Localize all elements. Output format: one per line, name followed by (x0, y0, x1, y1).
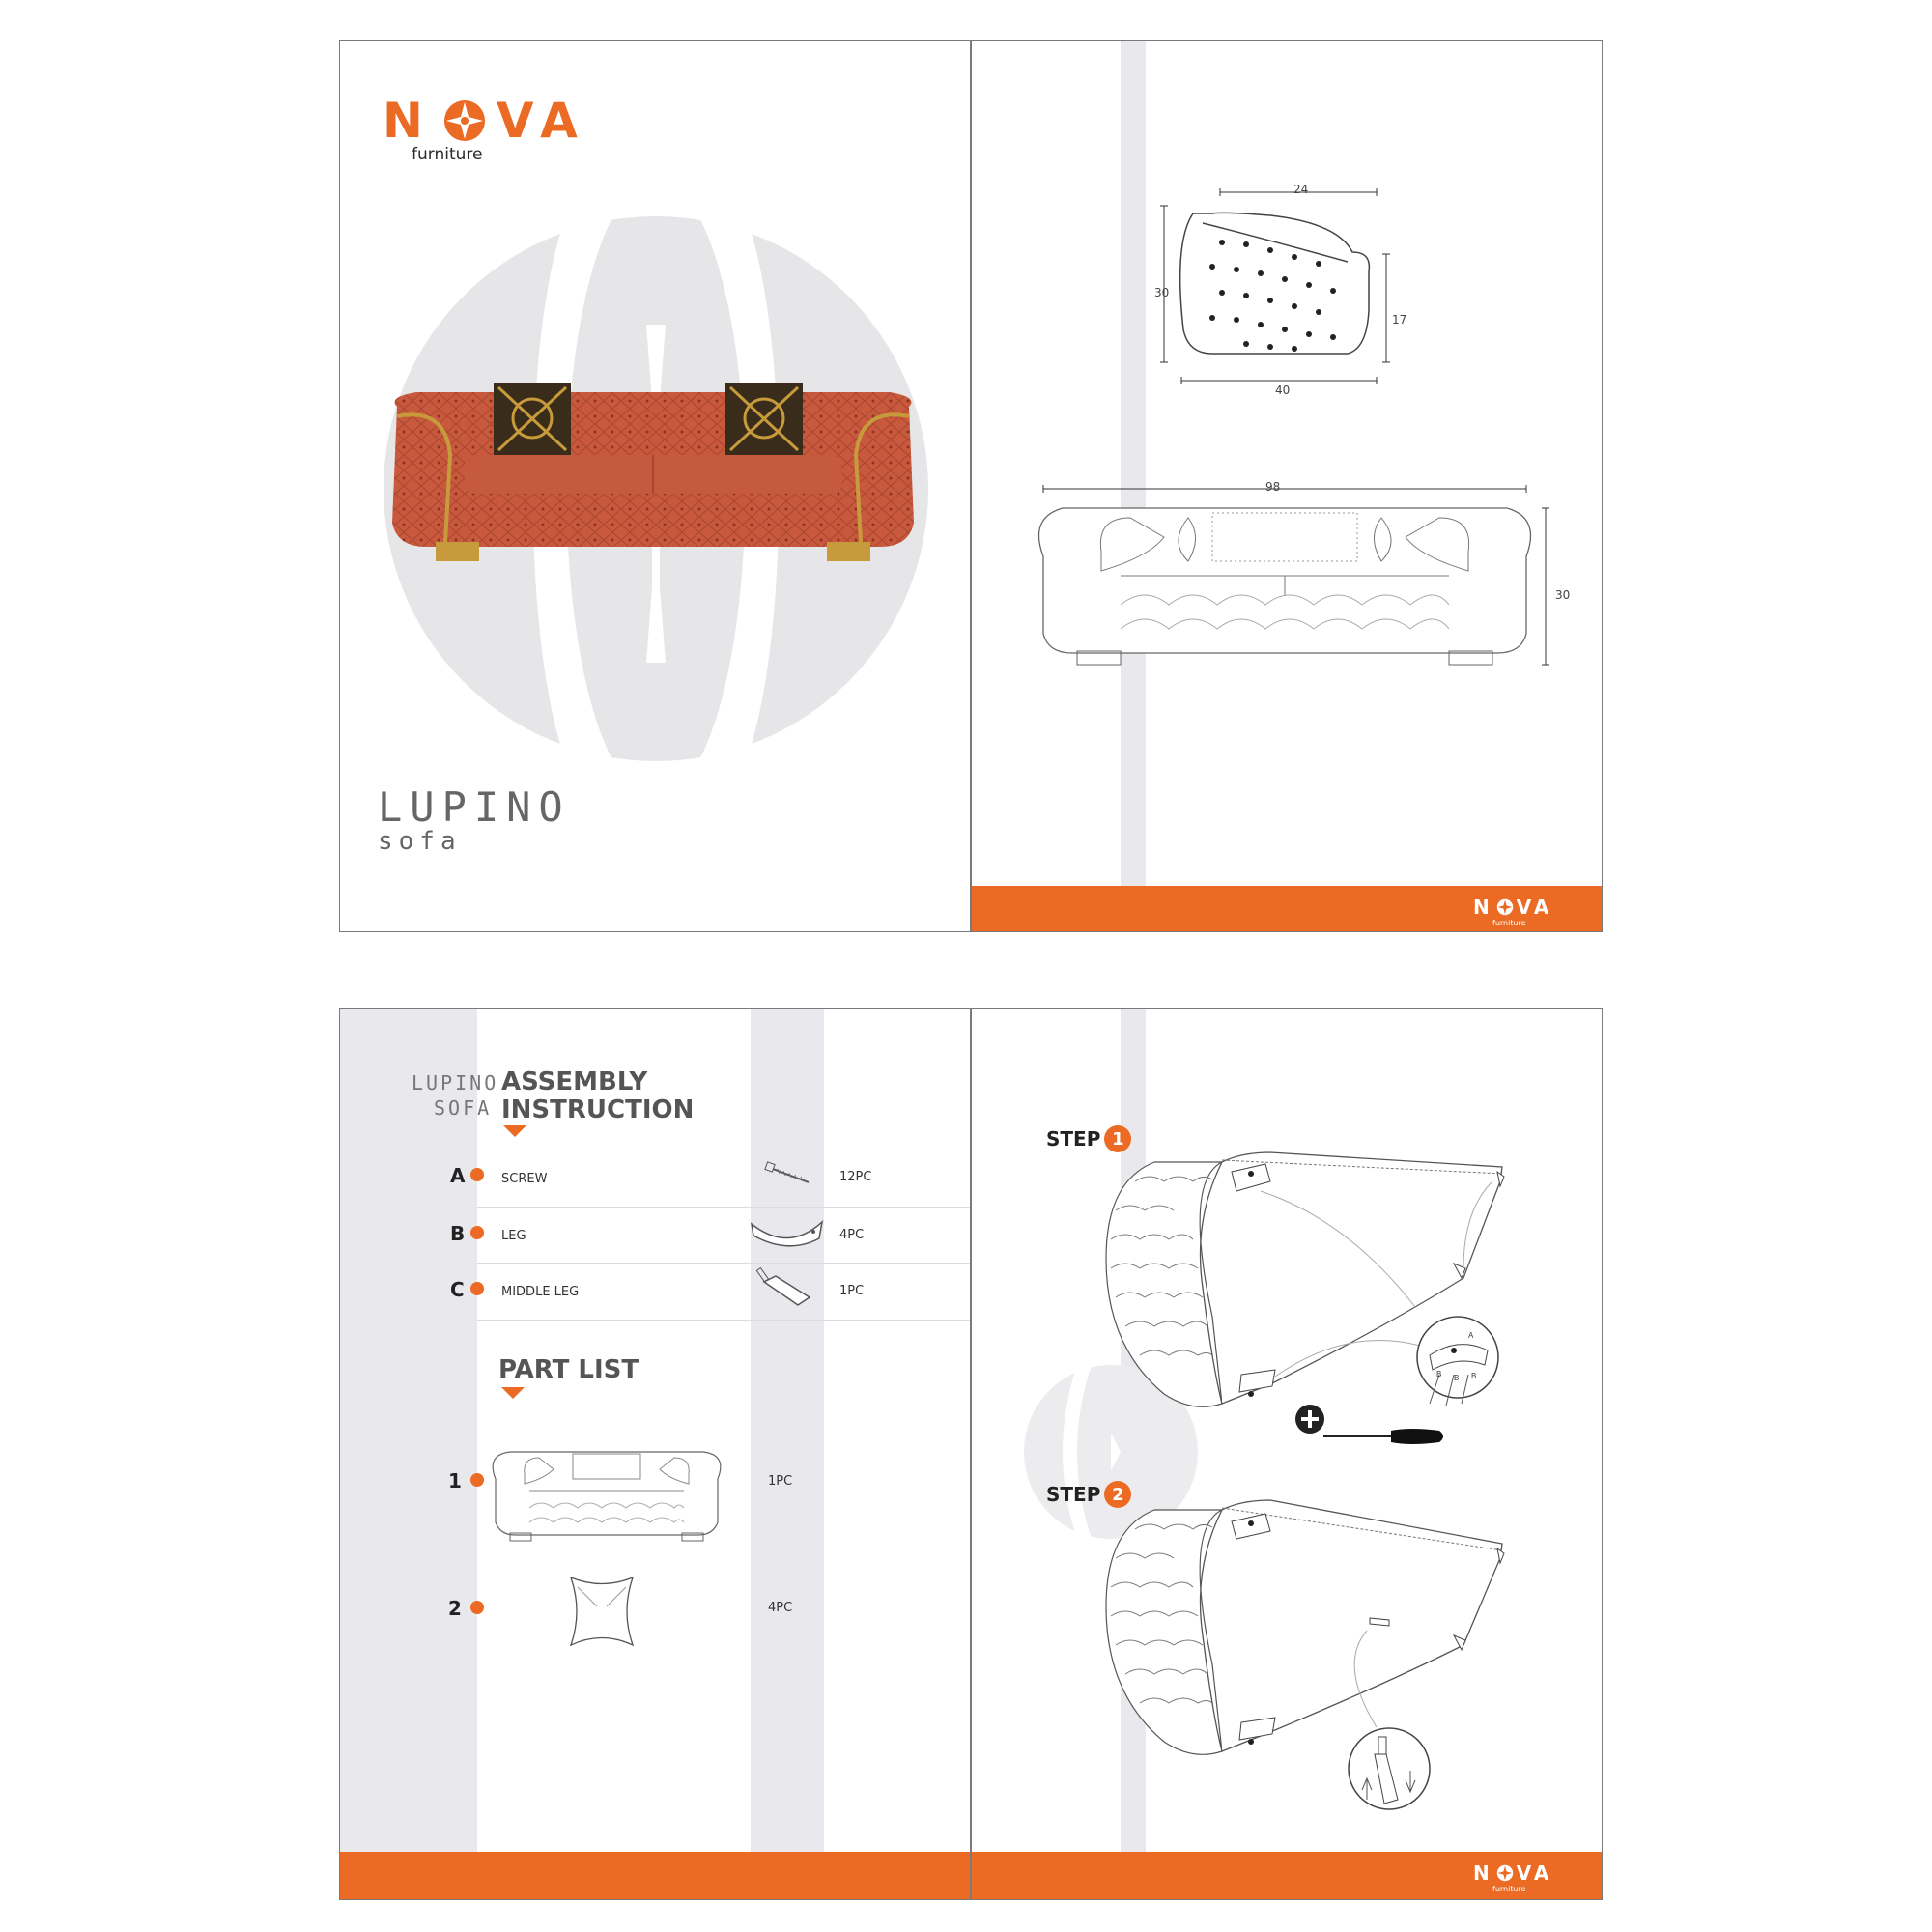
row-divider (477, 1207, 971, 1208)
part-dot-2 (470, 1601, 484, 1614)
product-type: sofa (378, 827, 462, 856)
star-compass-icon (1496, 898, 1514, 916)
assembly-title-line2: INSTRUCTION (501, 1095, 695, 1124)
steps-page (971, 1008, 1603, 1900)
hardware-dot-b (470, 1226, 484, 1239)
part-dot-1 (470, 1473, 484, 1487)
footer-brand-left: N (1473, 1861, 1493, 1885)
part-number-1: 1 (448, 1469, 462, 1492)
front-view-drawing (1024, 479, 1565, 692)
mid-stripe (751, 1008, 824, 1852)
screw-icon (764, 1157, 812, 1186)
hardware-qty-c: 1PC (839, 1284, 865, 1298)
dim-front-width: 98 (1265, 480, 1281, 494)
assy-product-line1: LUPINO (412, 1071, 499, 1094)
step-1-number: 1 (1104, 1125, 1131, 1152)
part-sofa-drawing (486, 1440, 727, 1547)
footer-brand-left: N (1473, 895, 1493, 919)
brand-sub: furniture (412, 145, 483, 164)
spread-fold (970, 40, 972, 932)
phillips-screwdriver-icon (1294, 1404, 1449, 1442)
dim-side-height: 30 (1154, 286, 1170, 299)
step-1-text: STEP (1046, 1127, 1101, 1151)
hardware-qty-a: 12PC (839, 1170, 872, 1184)
row-divider (477, 1263, 971, 1264)
footer-bar-left (339, 1852, 971, 1900)
left-stripe (339, 1008, 477, 1852)
callout-a: A (1468, 1331, 1474, 1340)
brand-name-left: N (383, 93, 433, 149)
footer-logo (1473, 895, 1552, 927)
dim-side-top: 24 (1293, 183, 1309, 196)
hardware-letter-b: B (450, 1222, 466, 1245)
step-2-number: 2 (1104, 1481, 1131, 1508)
brand-name-right: VA (496, 93, 587, 149)
dim-side-arm: 17 (1392, 313, 1407, 327)
brand-logo (383, 93, 587, 164)
hardware-name-b: LEG (501, 1229, 526, 1243)
product-name: LUPINO (378, 783, 571, 831)
step-2-text: STEP (1046, 1483, 1101, 1506)
hardware-qty-b: 4PC (839, 1228, 865, 1242)
vertical-stripe (1121, 40, 1146, 886)
callout-b1: B (1436, 1370, 1442, 1378)
star-compass-icon (1496, 1864, 1514, 1882)
sofa-photo (378, 378, 928, 571)
leg-icon (750, 1214, 827, 1253)
star-compass-icon (442, 99, 487, 143)
part-qty-2: 4PC (768, 1601, 793, 1615)
spread-bottom (339, 1008, 1603, 1900)
assembly-title-marker (503, 1125, 526, 1137)
footer-brand-sub: furniture (1492, 1885, 1526, 1893)
step-1-sofa-drawing (1096, 1123, 1521, 1433)
hardware-letter-c: C (450, 1278, 465, 1301)
footer-brand-sub: furniture (1492, 919, 1526, 927)
assy-product-line2: SOFA (434, 1096, 493, 1120)
hardware-name-a: SCREW (501, 1172, 548, 1186)
side-view-drawing (1145, 185, 1454, 436)
row-divider (477, 1320, 971, 1321)
callout-b2: B (1454, 1374, 1460, 1382)
step-2-sofa-drawing (1096, 1500, 1521, 1819)
footer-brand-right: VA (1516, 1861, 1553, 1885)
spread-top (339, 40, 1603, 932)
middle-leg-icon (756, 1268, 814, 1312)
callout-b3: B (1471, 1372, 1477, 1380)
hardware-dot-a (470, 1168, 484, 1181)
hardware-dot-c (470, 1282, 484, 1295)
dim-side-depth: 40 (1275, 384, 1291, 397)
spread-fold (970, 1008, 972, 1900)
hardware-letter-a: A (450, 1164, 466, 1187)
part-qty-1: 1PC (768, 1474, 793, 1489)
part-number-2: 2 (448, 1597, 462, 1620)
footer-logo (1473, 1861, 1552, 1893)
dim-front-height: 30 (1555, 588, 1571, 602)
part-list-marker (501, 1387, 525, 1399)
cushion-drawing (563, 1573, 640, 1650)
footer-brand-right: VA (1516, 895, 1553, 919)
hardware-name-c: MIDDLE LEG (501, 1285, 580, 1299)
assembly-title-line1: ASSEMBLY (501, 1067, 648, 1096)
dimensions-page (971, 40, 1603, 932)
cover-page (339, 40, 971, 932)
assembly-page (339, 1008, 971, 1900)
part-list-title: PART LIST (498, 1355, 639, 1384)
